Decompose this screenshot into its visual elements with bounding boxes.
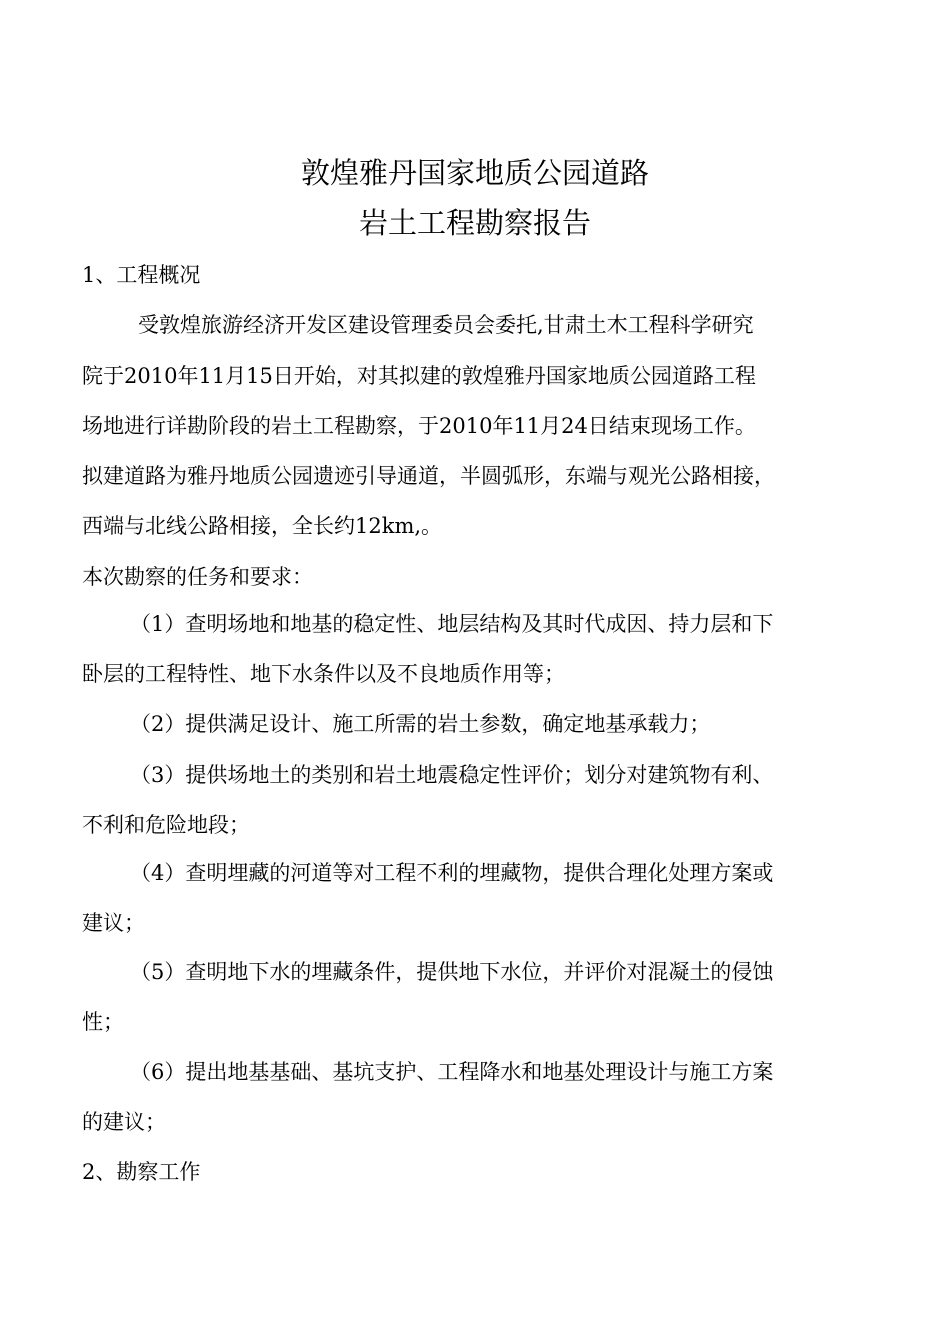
overview-paragraph-line: 西端与北线公路相接，全长约12km,。	[82, 514, 443, 538]
section-heading-survey-work: 2、勘察工作	[82, 1160, 201, 1184]
task-item-line: （6）提出地基基础、基坑支护、工程降水和地基处理设计与施工方案	[130, 1060, 774, 1084]
overview-paragraph-line: 拟建道路为雅丹地质公园遗迹引导通道，半圆弧形，东端与观光公路相接，	[82, 464, 775, 488]
task-item-line: （4）查明埋藏的河道等对工程不利的埋藏物，提供合理化处理方案或	[130, 861, 774, 885]
overview-paragraph-line: 场地进行详勘阶段的岩土工程勘察，于2010年11月24日结束现场工作。	[82, 414, 756, 438]
task-item-line: （1）查明场地和地基的稳定性、地层结构及其时代成因、持力层和下	[130, 612, 774, 636]
overview-paragraph-line: 受敦煌旅游经济开发区建设管理委员会委托,甘肃土木工程科学研究	[138, 313, 754, 337]
overview-paragraph-line: 院于2010年11月15日开始，对其拟建的敦煌雅丹国家地质公园道路工程	[82, 364, 756, 388]
task-item-line: （3）提供场地土的类别和岩土地震稳定性评价；划分对建筑物有利、	[130, 763, 774, 787]
task-item-line: （5）查明地下水的埋藏条件，提供地下水位，并评价对混凝土的侵蚀	[130, 960, 774, 984]
task-item-line: （2）提供满足设计、施工所需的岩土参数，确定地基承载力；	[130, 712, 711, 736]
section-heading-overview: 1、工程概况	[82, 263, 201, 287]
tasks-heading: 本次勘察的任务和要求：	[82, 565, 313, 589]
task-item-line: 卧层的工程特性、地下水条件以及不良地质作用等；	[82, 662, 565, 686]
task-item-line: 建议；	[82, 911, 145, 935]
task-item-line: 性；	[82, 1010, 124, 1034]
document-title-line-2: 岩土工程勘察报告	[358, 206, 591, 240]
task-item-line: 的建议；	[82, 1110, 166, 1134]
document-title-line-1: 敦煌雅丹国家地质公园道路	[300, 156, 649, 190]
task-item-line: 不利和危险地段；	[82, 813, 250, 837]
